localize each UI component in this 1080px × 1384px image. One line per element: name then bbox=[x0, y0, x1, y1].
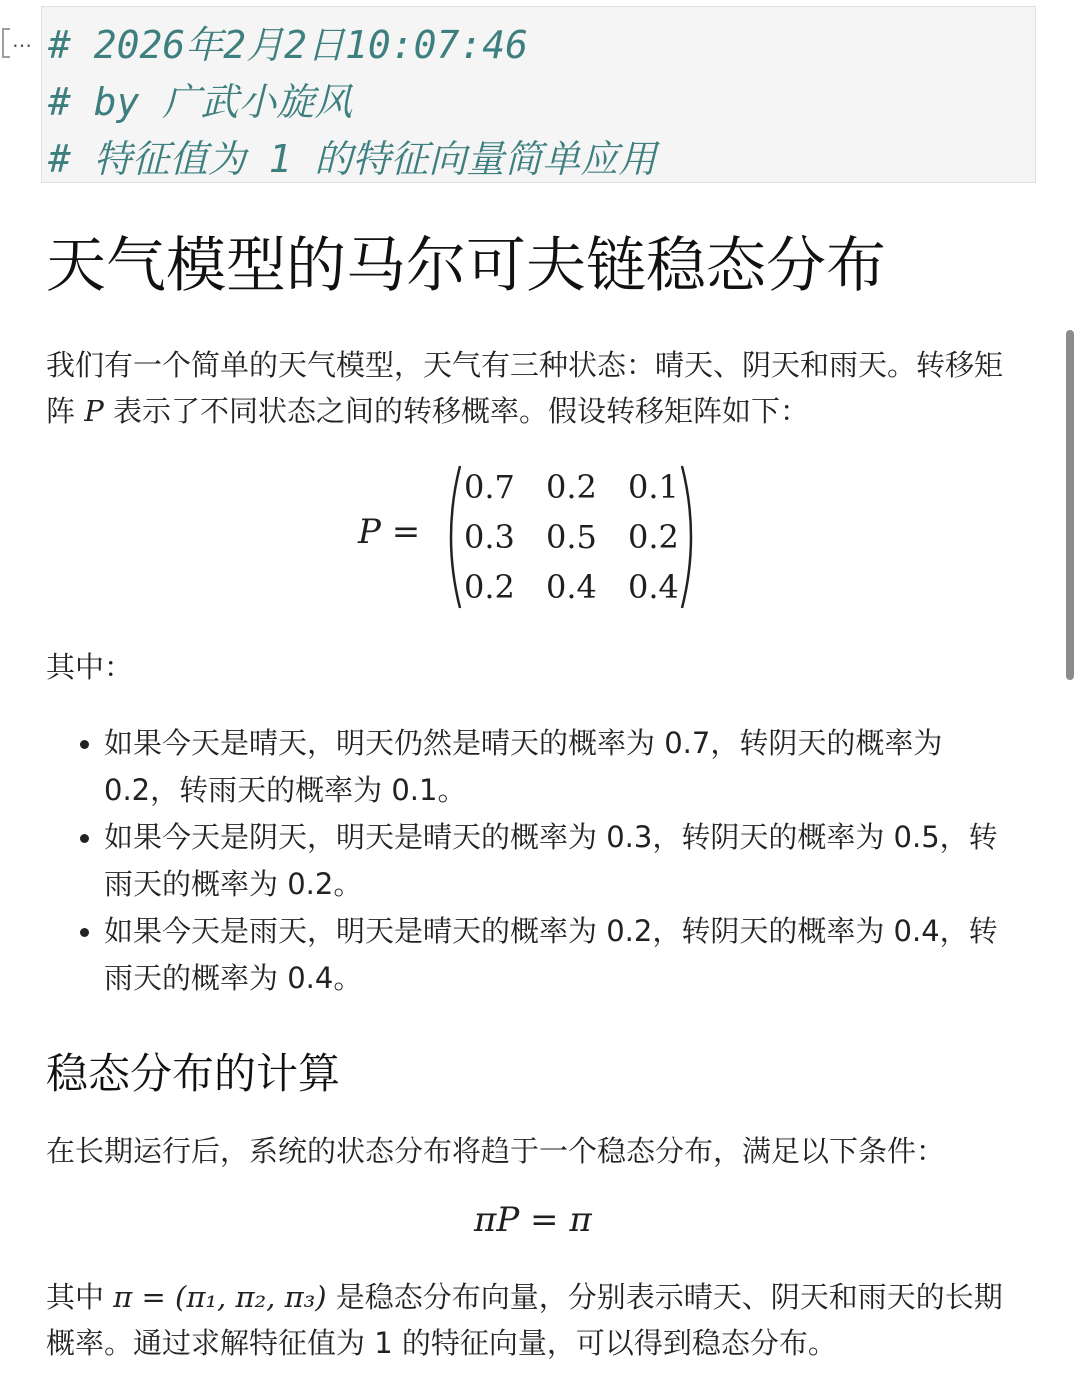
matrix-cell: 0.2 bbox=[464, 568, 515, 606]
intro-text: 我们有一个简单的天气模型，天气有三种状态：晴天、阴天和雨天。转移矩阵 bbox=[46, 348, 1004, 428]
cell-collapse-bracket[interactable] bbox=[2, 28, 10, 58]
matrix-symbol: P bbox=[84, 394, 104, 428]
matrix-cell: 0.1 bbox=[628, 468, 679, 506]
cell-gutter[interactable] bbox=[0, 22, 40, 62]
closing-text: 其中 bbox=[46, 1280, 114, 1314]
code-comment-line: # 2026年2月2日10:07:46 bbox=[48, 23, 529, 67]
matrix-lhs-symbol: P bbox=[358, 512, 381, 552]
intro-paragraph bbox=[46, 342, 1026, 434]
matrix-cell: 0.5 bbox=[546, 518, 597, 556]
left-paren-icon bbox=[438, 462, 464, 612]
closing-paragraph bbox=[46, 1274, 1026, 1366]
markdown-title: 天气模型的马尔可夫链稳态分布 bbox=[46, 231, 886, 301]
matrix-cell: 0.3 bbox=[464, 518, 515, 556]
section-heading: 稳态分布的计算 bbox=[46, 1049, 341, 1098]
right-paren-icon bbox=[678, 462, 704, 612]
matrix-row bbox=[464, 562, 714, 612]
matrix-row bbox=[464, 462, 714, 512]
list-item: 如果今天是阴天，明天是晴天的概率为 0.3，转阴天的概率为 0.5，转雨天的概率为 0.2。 bbox=[46, 814, 1006, 908]
matrix-cell: 0.2 bbox=[546, 468, 597, 506]
code-cell[interactable] bbox=[41, 6, 1036, 183]
code-comment-line: # by 广武小旋风 bbox=[48, 80, 353, 124]
matrix-cell: 0.4 bbox=[628, 568, 679, 606]
code-comment-line: # 特征值为 1 的特征向量简单应用 bbox=[48, 137, 657, 181]
matrix-cell: 0.4 bbox=[546, 568, 597, 606]
list-item: 如果今天是雨天，明天是晴天的概率为 0.2，转阴天的概率为 0.4，转雨天的概率为 0.4。 bbox=[46, 908, 1006, 1002]
vertical-scrollbar[interactable] bbox=[1066, 330, 1074, 680]
closing-text: 是稳态分布向量，分别表示晴天、阴天和雨天的长期概率。通过求解特征值为 1 的特征向量，可以得到稳态分布。 bbox=[46, 1280, 1003, 1360]
collapse-ellipsis-icon[interactable]: … bbox=[12, 28, 33, 52]
matrix-grid bbox=[464, 462, 714, 612]
equals-sign: = bbox=[380, 512, 421, 552]
where-label: 其中： bbox=[46, 650, 134, 684]
steady-intro-paragraph: 在长期运行后，系统的状态分布将趋于一个稳态分布，满足以下条件： bbox=[46, 1134, 946, 1168]
transition-bullet-list bbox=[46, 720, 1006, 1002]
transition-matrix-equation bbox=[358, 462, 718, 612]
matrix-cell: 0.7 bbox=[464, 468, 515, 506]
matrix-row bbox=[464, 512, 714, 562]
intro-text: 表示了不同状态之间的转移概率。假设转移矩阵如下： bbox=[103, 394, 809, 428]
matrix-cell: 0.2 bbox=[628, 518, 679, 556]
pi-vector-math: π = (π₁, π₂, π₃) bbox=[113, 1280, 327, 1314]
steady-state-equation: πP = π bbox=[474, 1200, 592, 1240]
list-item: 如果今天是晴天，明天仍然是晴天的概率为 0.7，转阴天的概率为 0.2，转雨天的概率为 0.1。 bbox=[46, 720, 1006, 814]
matrix-lhs bbox=[358, 512, 420, 552]
